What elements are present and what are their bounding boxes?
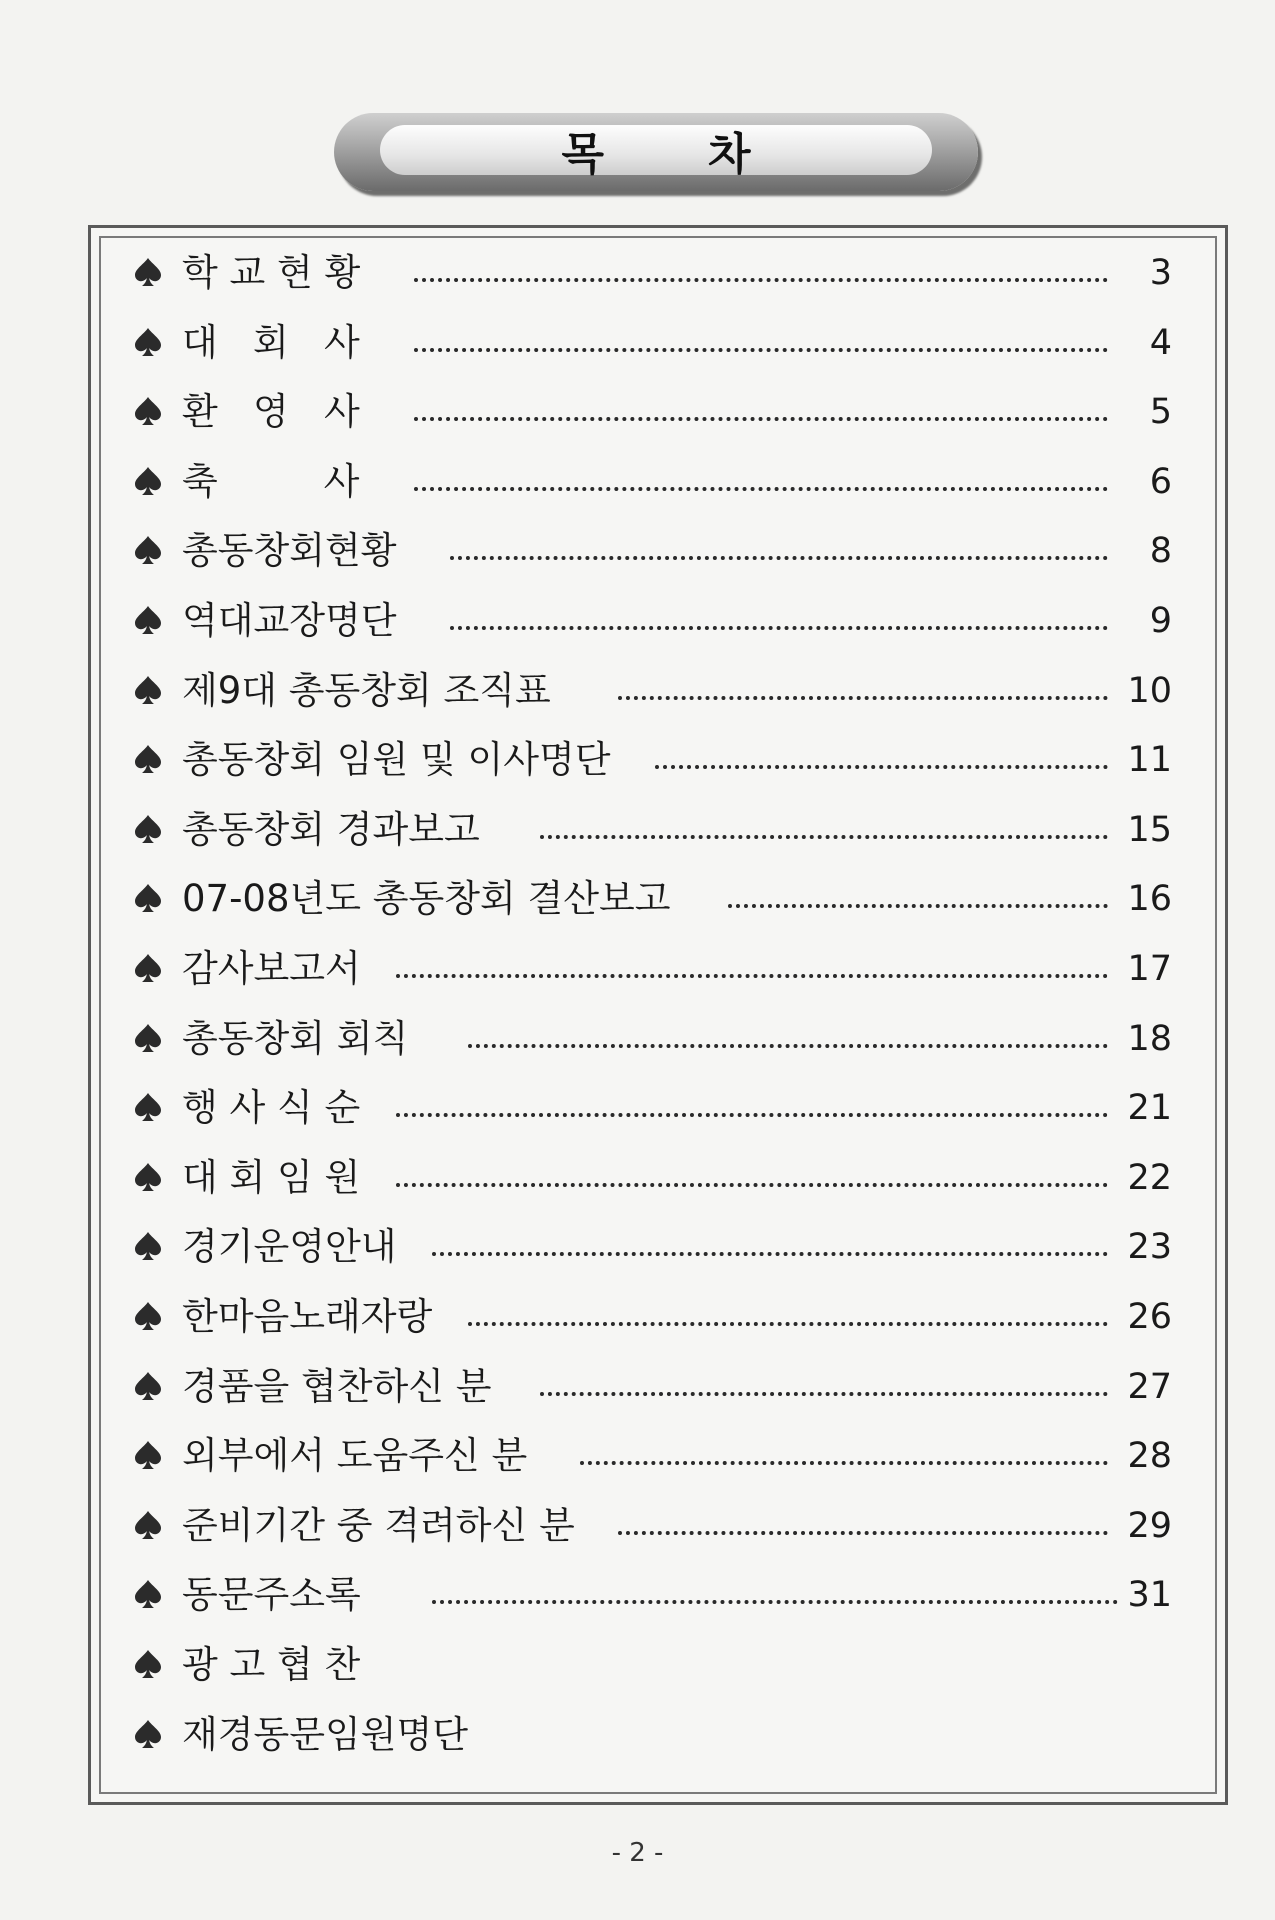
toc-item-page: 11 [1127, 740, 1172, 781]
toc-dot-leader [540, 1392, 1108, 1396]
toc-item-label: 총동창회 임원 및 이사명단 [182, 738, 611, 782]
toc-item[interactable] [132, 1570, 1172, 1620]
spade-icon [132, 1091, 164, 1123]
title-banner [334, 113, 978, 191]
toc-item-page: 28 [1127, 1436, 1172, 1477]
toc-dot-leader [414, 278, 1108, 282]
toc-item[interactable] [132, 1362, 1172, 1412]
spade-icon [132, 1161, 164, 1193]
toc-dot-leader [414, 487, 1108, 491]
toc-dot-leader [468, 1044, 1108, 1048]
toc-item[interactable] [132, 596, 1172, 646]
spade-icon [132, 534, 164, 566]
toc-item[interactable] [132, 1014, 1172, 1064]
toc-item-page: 18 [1127, 1018, 1172, 1059]
toc-dot-leader [540, 835, 1108, 839]
toc-item[interactable] [132, 1501, 1172, 1551]
spade-icon [132, 952, 164, 984]
toc-item-page: 6 [1149, 461, 1172, 502]
toc-dot-leader [618, 1531, 1108, 1535]
toc-dot-leader [450, 556, 1108, 560]
toc-dot-leader [618, 696, 1108, 700]
toc-item[interactable] [132, 944, 1172, 994]
title-banner-inner [380, 125, 932, 180]
toc-item-page: 5 [1149, 392, 1172, 433]
toc-item[interactable] [132, 248, 1172, 298]
toc-item[interactable] [132, 1153, 1172, 1203]
toc-item-label: 한마음노래자랑 [182, 1295, 433, 1338]
toc-dot-leader [396, 974, 1108, 978]
toc-item-label: 총동창회 경과보고 [182, 807, 480, 851]
toc-item-label: 재경동문임원명단 [182, 1712, 468, 1756]
toc-item-page: 15 [1127, 809, 1172, 850]
spade-icon [132, 743, 164, 775]
toc-item[interactable] [132, 735, 1172, 785]
spade-icon [132, 1300, 164, 1332]
toc-item-page: 21 [1127, 1088, 1172, 1129]
toc-item[interactable] [132, 526, 1172, 576]
toc-item-label: 경품을 협찬하신 분 [182, 1364, 492, 1408]
toc-item-page: 23 [1127, 1227, 1172, 1268]
toc-item[interactable] [132, 1292, 1172, 1342]
toc-item[interactable] [132, 318, 1172, 368]
spade-icon [132, 882, 164, 914]
toc-item-label: 광 고 협 찬 [182, 1643, 361, 1686]
toc-item-page: 22 [1127, 1157, 1172, 1198]
toc-dot-leader [396, 1113, 1108, 1117]
toc-item-label: 준비기간 중 격려하신 분 [182, 1503, 575, 1547]
toc-item[interactable] [132, 874, 1172, 924]
toc-item-label: 감사보고서 [182, 947, 361, 990]
toc-item[interactable] [132, 1222, 1172, 1272]
page-title-right: 차 [708, 129, 751, 180]
toc-item[interactable] [132, 1640, 1172, 1690]
toc-item-label: 동문주소록 [182, 1573, 361, 1617]
toc-item-page: 4 [1149, 322, 1172, 363]
spade-icon [132, 1370, 164, 1402]
spade-icon [132, 1022, 164, 1054]
toc-item-page: 26 [1127, 1297, 1172, 1337]
toc-item-page: 10 [1127, 670, 1172, 711]
toc-item[interactable] [132, 666, 1172, 716]
toc-dot-leader [414, 417, 1108, 421]
toc-item-label: 총동창회 회칙 [182, 1016, 409, 1060]
toc-dot-leader [468, 1322, 1108, 1326]
spade-icon [132, 1509, 164, 1541]
toc-item[interactable] [132, 457, 1172, 507]
toc-item[interactable] [132, 1431, 1172, 1481]
toc-dot-leader [396, 1183, 1108, 1187]
page-number: - 2 - [611, 1838, 664, 1868]
spade-icon [132, 256, 164, 288]
spade-icon [132, 1648, 164, 1680]
toc-item[interactable] [132, 387, 1172, 437]
toc-dot-leader [432, 1252, 1108, 1256]
toc-dot-leader [655, 765, 1108, 769]
toc-item-label: 역대교장명단 [182, 599, 397, 642]
toc-item-page: 16 [1127, 879, 1172, 920]
toc-item-label: 외부에서 도움주신 분 [182, 1434, 528, 1478]
spade-icon [132, 1578, 164, 1610]
toc-item-label: 07-08년도 총동창회 결산보고 [182, 877, 671, 921]
spade-icon [132, 465, 164, 497]
toc-item-label: 대 회 사 [182, 320, 360, 364]
toc-item-page: 9 [1149, 601, 1172, 641]
toc-item-label: 행 사 식 순 [182, 1086, 361, 1130]
toc-item-page: 27 [1127, 1366, 1172, 1407]
spade-icon [132, 326, 164, 358]
toc-dot-leader [728, 904, 1108, 908]
spade-icon [132, 813, 164, 845]
toc-item-page: 3 [1149, 253, 1172, 293]
spade-icon [132, 395, 164, 427]
toc-item-label: 경기운영안내 [182, 1225, 397, 1269]
toc-item-page: 17 [1127, 949, 1172, 989]
toc-item[interactable] [132, 1083, 1172, 1133]
spade-icon [132, 604, 164, 636]
toc-dot-leader [450, 626, 1108, 630]
toc-item-page: 31 [1127, 1575, 1172, 1616]
toc-item-label: 환 영 사 [182, 390, 360, 434]
toc-item-page: 8 [1149, 531, 1172, 572]
page-title-left: 목 [561, 129, 604, 180]
toc-item-label: 학 교 현 황 [182, 251, 361, 294]
toc-item-label: 대 회 임 원 [182, 1155, 361, 1199]
spade-icon [132, 674, 164, 706]
toc-dot-leader [414, 348, 1108, 352]
toc-item[interactable] [132, 1710, 1172, 1760]
toc-dot-leader [580, 1461, 1108, 1465]
toc-item-label: 제9대 총동창회 조직표 [182, 668, 551, 712]
toc-item-page: 29 [1127, 1505, 1172, 1546]
spade-icon [132, 1718, 164, 1750]
toc-dot-leader [432, 1600, 1118, 1604]
toc-item-label: 총동창회현황 [182, 529, 397, 573]
toc-item[interactable] [132, 805, 1172, 855]
toc-item-label: 축 사 [182, 459, 360, 503]
spade-icon [132, 1230, 164, 1262]
spade-icon [132, 1439, 164, 1471]
